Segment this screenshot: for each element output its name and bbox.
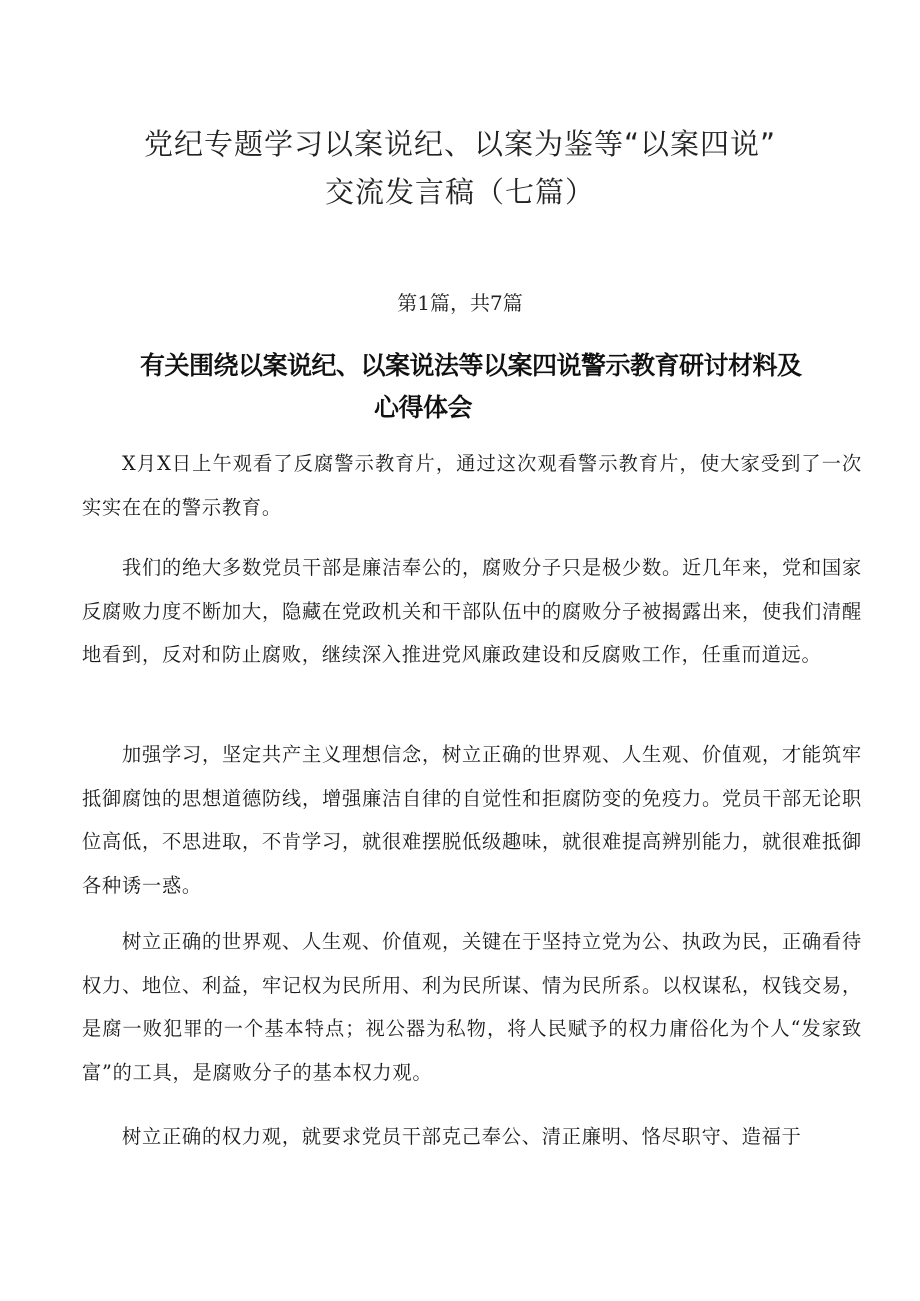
paragraph: X月X日上午观看了反腐警示教育片，通过这次观看警示教育片，使大家受到了一次实实在在的警示教育。 (82, 452, 862, 519)
paragraph: 我们的绝大多数党员干部是廉洁奉公的，腐败分子只是极少数。近几年来，党和国家反腐败力度不断加大，隐藏在党政机关和干部队伍中的腐败分子被揭露出来，使我们清醒地看到，反对和防止腐败，继续深入推进党风廉政建设和反腐败工作，任重而道远。 (82, 556, 862, 667)
paragraph: 加强学习，坚定共产主义理想信念，树立正确的世界观、人生观、价值观，才能筑牢抵御腐蚀的思想道德防线，增强廉洁自律的自觉性和拒腐防变的免疫力。党员干部无论职位高低，不思进取，不肯学习，就很难摆脱低级趣味，就很难提高辨别能力，就很难抵御各种诱一惑。 (82, 743, 862, 897)
part-label: 第1篇，共7篇 (397, 291, 523, 315)
document-title-line-2: 交流发言稿（七篇） (324, 175, 595, 209)
article-title-line-2: 心得体会 (374, 393, 473, 422)
document-title-line-1: 党纪专题学习以案说纪、以案为鉴等“以案四说” (143, 127, 777, 161)
paragraph: 树立正确的权力观，就要求党员干部克己奉公、清正廉明、恪尽职守、造福于 (122, 1125, 802, 1148)
article-title-line-1: 有关围绕以案说纪、以案说法等以案四说警示教育研讨材料及 (140, 351, 802, 380)
paragraph: 树立正确的世界观、人生观、价值观，关键在于坚持立党为公、执政为民，正确看待权力、地位、利益，牢记权为民所用、利为民所谋、情为民所系。以权谋私，权钱交易，是腐一败犯罪的一个基本特点；视公器为私物，将人民赋予的权力庸俗化为个人“发家致富”的工具，是腐败分子的基本权力观。 (82, 930, 862, 1084)
